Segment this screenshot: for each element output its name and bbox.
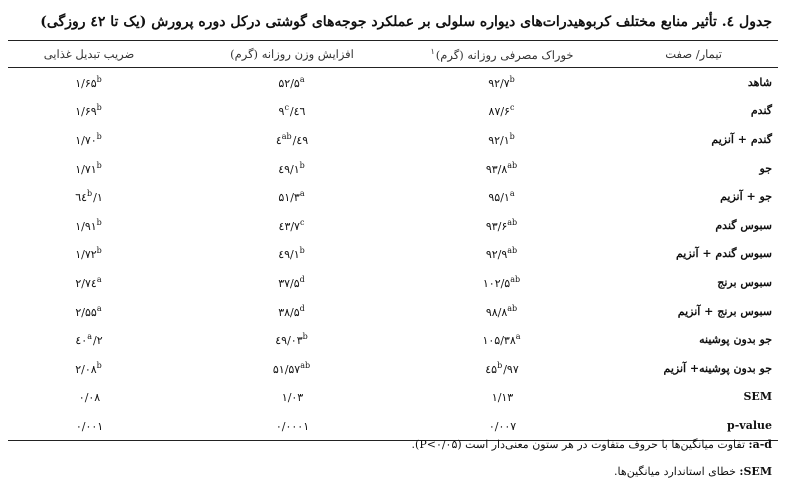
significance-letter: a <box>299 189 305 199</box>
cell-weight-gain: ٤۳/۷$^c$ <box>278 217 305 233</box>
table-row <box>8 383 778 412</box>
cell-treatment: جو + آنزیم <box>720 190 772 204</box>
significance-letter: b <box>299 246 305 256</box>
table-row <box>8 411 778 440</box>
cell-weight-gain: ٤۹/۱$^b$ <box>278 246 305 262</box>
header-weight-gain: افزایش وزن روزانه (گرم) <box>170 41 414 68</box>
cell-fcr: ۱/٦٤$^b$ <box>75 189 103 205</box>
cell-weight-gain: ۵۲/۵$^a$ <box>278 74 305 90</box>
cell-fcr: ۱/۷۰$^b$ <box>75 131 102 147</box>
cell-feed-intake: ۹۷/٤۵$^b$ <box>485 360 519 376</box>
significance-letter: d <box>299 303 305 313</box>
significance-letter: b <box>96 160 102 170</box>
significance-letter: b <box>509 74 515 84</box>
cell-treatment: سبوس برنج + آنزیم <box>677 304 772 318</box>
significance-letter: a <box>515 332 521 342</box>
cell-fcr: ۱/۶۹$^b$ <box>75 103 102 119</box>
cell-feed-intake: ۱۰۵/۳۸$^a$ <box>482 332 521 348</box>
cell-weight-gain: ۳۸/۵$^d$ <box>278 303 305 319</box>
cell-weight-gain: ٤٦/۹$^c$ <box>278 103 306 119</box>
table-title: جدول ٤. تأثیر منابع مختلف کربوهیدرات‌های دیواره سلولی بر عملکرد جوجه‌های گوشتی درکل دوره پرورش (یک تا ٤٢ روزگی) <box>40 14 772 30</box>
significance-letter: b <box>497 360 503 370</box>
cell-feed-intake: ۸۷/۶$^c$ <box>488 103 515 119</box>
significance-letter: c <box>284 103 289 113</box>
cell-weight-gain: ٤۹/۱$^b$ <box>278 160 305 176</box>
table-row <box>8 125 778 154</box>
cell-fcr: ۱/۹۱$^b$ <box>75 217 102 233</box>
table-header-row <box>8 41 778 68</box>
significance-letter: ab <box>281 131 292 141</box>
results-table <box>8 40 778 441</box>
cell-fcr: ۰/۰۸ <box>78 391 101 405</box>
cell-fcr: ۲/۰۸$^b$ <box>75 360 102 376</box>
table-row <box>8 97 778 126</box>
cell-weight-gain: ۰/۰۰۰۱ <box>170 411 414 440</box>
cell-weight-gain: ۵۱/۳$^a$ <box>278 189 305 205</box>
significance-letter: b <box>96 217 102 227</box>
cell-treatment: جو <box>759 161 772 175</box>
cell-fcr: ۱/۷۱$^b$ <box>75 160 102 176</box>
significance-letter: ab <box>507 303 518 313</box>
table-row <box>8 268 778 297</box>
table-row <box>8 154 778 183</box>
table-row <box>8 325 778 354</box>
cell-treatment: سبوس گندم + آنزیم <box>675 247 772 261</box>
significance-letter: b <box>96 360 102 370</box>
significance-letter: b <box>96 74 102 84</box>
table-row <box>8 240 778 269</box>
significance-letter: ab <box>300 360 311 370</box>
cell-fcr: ۱/۶۵$^b$ <box>75 74 102 90</box>
cell-feed-intake: $۹۸/۸^{ab}$ <box>485 303 518 319</box>
cell-feed-intake: $۹۳/۸^{ab}$ <box>485 160 518 176</box>
header-feed-intake: خوراک مصرفی روزانه (گرم)$^۱$ <box>414 41 590 68</box>
header-treatment: تیمار/ صفت <box>590 41 778 68</box>
significance-letter: d <box>299 274 305 284</box>
cell-treatment: p-value <box>590 411 778 440</box>
cell-feed-intake: $۱۰۲/۵^{ab}$ <box>482 274 521 290</box>
table-row <box>8 182 778 211</box>
table-row <box>8 297 778 326</box>
cell-treatment: SEM <box>743 390 772 404</box>
significance-letter: a <box>96 303 102 313</box>
cell-feed-intake: ۹۲/۷$^b$ <box>488 74 515 90</box>
footnote-letters: a-d: تفاوت میانگین‌ها با حروف متفاوت در هر ستون معنی‌دار است (P<۰/۰۵). <box>411 438 772 451</box>
significance-letter: b <box>96 246 102 256</box>
significance-letter: a <box>299 74 305 84</box>
cell-weight-gain: $۵۱/۵۷^{ab}$ <box>272 360 311 376</box>
significance-letter: c <box>509 103 515 113</box>
significance-letter: ab <box>507 160 518 170</box>
cell-fcr: ۰/۰۰۱ <box>8 411 170 440</box>
cell-weight-gain: ۳۷/۵$^d$ <box>278 274 305 290</box>
cell-feed-intake: $۹۲/۹^{ab}$ <box>485 246 518 262</box>
significance-letter: b <box>509 131 515 141</box>
header-fcr: ضریب تبدیل غذایی <box>8 41 170 68</box>
cell-weight-gain: $٤۹/٤^{ab}$ <box>275 131 309 147</box>
significance-letter: ab <box>507 246 518 256</box>
cell-feed-intake: ۹۲/۱$^b$ <box>488 131 515 147</box>
cell-fcr: ۲/۷٤$^a$ <box>75 274 102 290</box>
significance-letter: a <box>96 274 102 284</box>
cell-weight-gain: ٤۹/۰۳$^b$ <box>275 332 308 348</box>
cell-feed-intake: $۹۳/۶^{ab}$ <box>485 217 518 233</box>
table-row <box>8 211 778 240</box>
cell-feed-intake: ۹۵/۱$^a$ <box>488 189 515 205</box>
significance-letter: b <box>87 189 93 199</box>
significance-letter: b <box>302 332 308 342</box>
header-footnote-mark: ۱ <box>430 46 435 56</box>
significance-letter: c <box>299 217 305 227</box>
footnote-sem: SEM: خطای استاندارد میانگین‌ها. <box>614 465 772 478</box>
cell-fcr: ۱/۷۲$^b$ <box>75 246 102 262</box>
cell-treatment: شاهد <box>747 75 772 89</box>
significance-letter: ab <box>510 274 521 284</box>
table-row <box>8 354 778 383</box>
cell-weight-gain: ۱/۰۳ <box>281 391 304 405</box>
cell-treatment: گندم <box>750 104 772 118</box>
cell-treatment: گندم + آنزیم <box>711 132 772 146</box>
cell-feed-intake: ۱/۱۳ <box>491 391 514 405</box>
cell-treatment: سبوس برنج <box>717 275 772 289</box>
cell-feed-intake: ۰/۰۰۷ <box>414 411 590 440</box>
cell-treatment: جو بدون پوشینه <box>699 333 772 347</box>
cell-treatment: سبوس گندم <box>715 218 772 232</box>
cell-fcr: ۲/٤۰$^a$ <box>75 332 103 348</box>
significance-letter: b <box>96 103 102 113</box>
significance-letter: ab <box>507 217 518 227</box>
table-body <box>8 68 778 441</box>
cell-fcr: ۲/۵۵$^a$ <box>75 303 102 319</box>
significance-letter: a <box>509 189 515 199</box>
significance-letter: b <box>96 131 102 141</box>
table-row <box>8 68 778 97</box>
cell-treatment: جو بدون پوشینه+ آنزیم <box>663 361 772 375</box>
significance-letter: a <box>87 332 92 342</box>
significance-letter: b <box>299 160 305 170</box>
